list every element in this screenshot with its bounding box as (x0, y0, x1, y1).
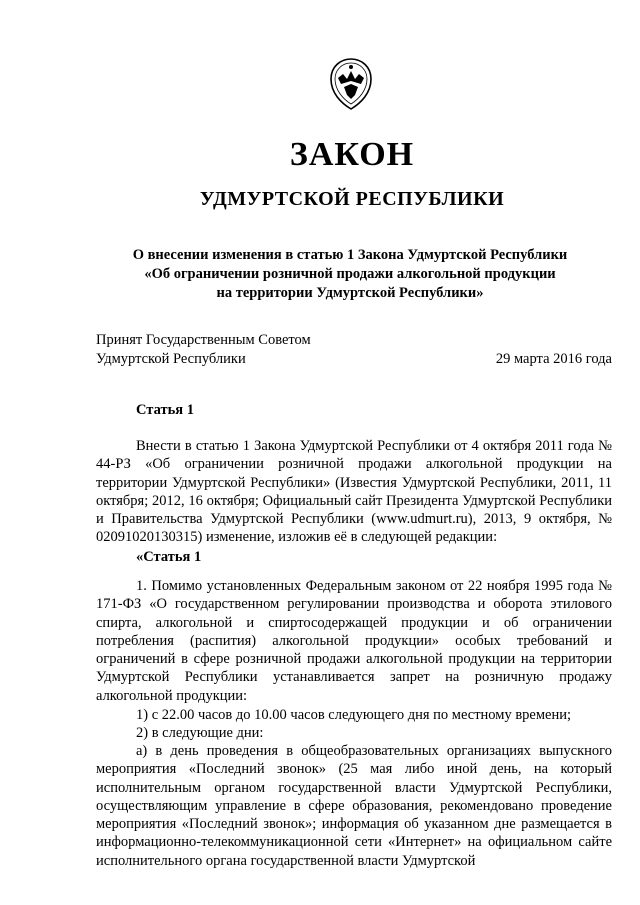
item-1-paragraph: 1. Помимо установленных Федеральным законом от 22 ноября 1995 года № 171-ФЗ «О государственном регулировании производства и оборота этилового спирта, алкогольной и спиртосодержащей продукции и об ограничении потребления (распития) алкогольной продукции» особых требований и ограничений в сфере розничной продажи алкогольной продукции на территории Удмуртской Республики устанавливается запрет на розничную продажу алкогольной продукции: (96, 578, 612, 704)
subject-line-3: на территории Удмуртской Республики» (216, 285, 484, 301)
article-intro-paragraph: Внести в статью 1 Закона Удмуртской Республики от 4 октября 2011 года № 44-РЗ «Об ограничении розничной продажи алкогольной продукции на территории Удмуртской Республики» (Известия Удмуртской Республики, 2011, 11 октября; 2012, 16 октября; Официальный сайт Президента Удмуртской Республики и Правительства Удмуртской Республики (www.udmurt.ru), 2013, 9 октября, № 02091020130315) изменение, изложив её в следующей редакции: (96, 438, 612, 546)
article-heading: Статья 1 (136, 402, 194, 418)
subitem-1-paragraph: 1) с 22.00 часов до 10.00 часов следующего дня по местному времени; (136, 707, 572, 723)
adoption-line-1: Принят Государственным Советом (96, 332, 311, 348)
subject-line-2: «Об ограничении розничной продажи алкогольной продукции (144, 266, 556, 282)
subitem-2-paragraph: 2) в следующие дни: (136, 725, 264, 741)
subject-line-1: О внесении изменения в статью 1 Закона Удмуртской Республики (132, 247, 568, 263)
coat-of-arms-emblem (329, 57, 373, 111)
quoted-article-heading: «Статья 1 (136, 549, 202, 565)
adoption-date: 29 марта 2016 года (495, 351, 612, 367)
law-title: ЗАКОН (289, 136, 415, 173)
law-subject (100, 246, 600, 303)
subitem-2a-paragraph: а) в день проведения в общеобразовательных организациях выпускного мероприятия «Последний звонок» (25 мая либо иной день, на который исполнительным органом государственной власти Удмуртской Республики, осуществляющим управление в сфере образования, рекомендовано проведение мероприятия «Последний звонок»; информация об указанном дне размещается в информационно-телекоммуникационной сети «Интернет» на официальном сайте исполнительного органа государственной власти Удмуртской (96, 743, 612, 869)
law-subtitle: УДМУРТСКОЙ РЕСПУБЛИКИ (199, 188, 505, 210)
adoption-line-2: Удмуртской Республики (96, 351, 246, 367)
adoption-info (96, 331, 311, 369)
